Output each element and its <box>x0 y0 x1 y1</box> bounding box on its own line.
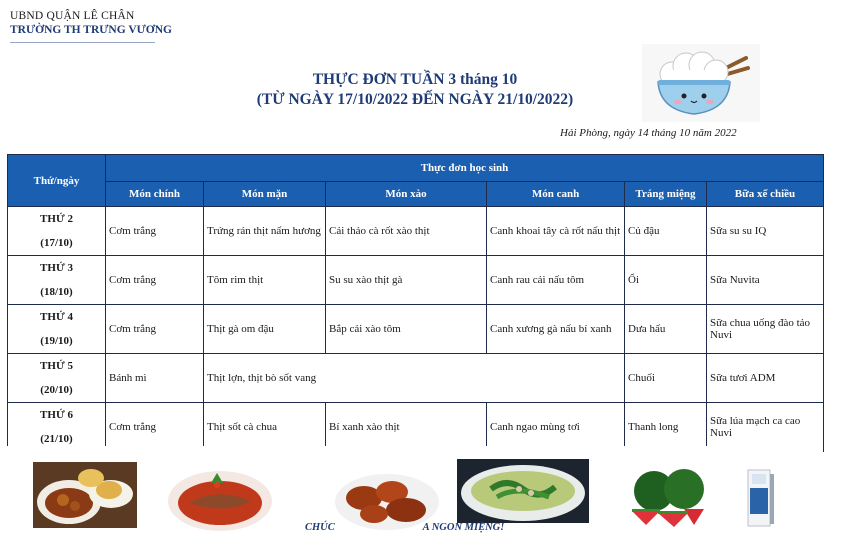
header-divider <box>10 42 155 43</box>
menu-title-block <box>180 71 650 109</box>
col-header-soup: Món canh <box>487 182 625 207</box>
soup-dish-cell: Canh ngao mùng tơi <box>487 403 625 452</box>
col-header-stirfry: Món xào <box>326 182 487 207</box>
dessert-cell: Chuối <box>625 354 707 403</box>
col-header-savory: Món mặn <box>204 182 326 207</box>
slogan-left: CHÚC <box>305 522 335 533</box>
dessert-cell: Thanh long <box>625 403 707 452</box>
soup-dish-cell: Canh rau cải nấu tôm <box>487 256 625 305</box>
dessert-cell: Củ đậu <box>625 207 707 256</box>
day-column-header: Thứ/ngày <box>8 155 106 207</box>
day-cell: THỨ 6 (21/10) <box>8 403 106 452</box>
table-row <box>8 256 824 305</box>
day-cell: THỨ 3 (18/10) <box>8 256 106 305</box>
afternoon-snack-cell: Sữa chua uống đào tảo Nuvi <box>707 305 824 354</box>
table-row <box>8 207 824 256</box>
day-cell: THỨ 4 (19/10) <box>8 305 106 354</box>
savory-dish-cell: Trứng rán thịt nấm hương <box>204 207 326 256</box>
district-name: UBND QUẬN LÊ CHÂN <box>10 10 135 22</box>
table-row <box>8 354 824 403</box>
stirfry-dish-cell: Cải thảo cà rốt xào thịt <box>326 207 487 256</box>
school-name: TRƯỜNG TH TRƯNG VƯƠNG <box>10 24 172 36</box>
col-header-afternoon: Bữa xế chiều <box>707 182 824 207</box>
rice-bowl-icon <box>642 44 760 122</box>
combined-dish-cell: Thịt lợn, thịt bò sốt vang <box>204 354 625 403</box>
savory-dish-cell: Thịt sốt cà chua <box>204 403 326 452</box>
afternoon-snack-cell: Sữa su su IQ <box>707 207 824 256</box>
student-menu-header: Thực đơn học sinh <box>106 155 824 182</box>
stirfry-dish-cell: Su su xào thịt gà <box>326 256 487 305</box>
bread-stew-photo <box>33 462 137 533</box>
slogan-right: A NGON MIỆNG! <box>422 522 505 533</box>
day-cell: THỨ 2 (17/10) <box>8 207 106 256</box>
school-header <box>10 10 172 43</box>
col-header-dessert: Tráng miệng <box>625 182 707 207</box>
main-dish-cell: Cơm trắng <box>106 256 204 305</box>
dessert-cell: Dưa hấu <box>625 305 707 354</box>
menu-title: THỰC ĐƠN TUẦN 3 tháng 10 <box>312 71 518 88</box>
slogan <box>305 522 504 533</box>
watermelon-photo <box>628 467 706 532</box>
vegetable-soup-photo <box>457 459 589 528</box>
milk-carton-photo <box>740 464 780 535</box>
stirfry-dish-cell: Bắp cải xào tôm <box>326 305 487 354</box>
afternoon-snack-cell: Sữa lúa mạch ca cao Nuvi <box>707 403 824 452</box>
table-row <box>8 305 824 354</box>
table-row <box>8 403 824 452</box>
main-dish-cell: Cơm trắng <box>106 207 204 256</box>
dessert-cell: Ổi <box>625 256 707 305</box>
fish-dish-photo <box>167 463 273 538</box>
afternoon-snack-cell: Sữa tươi ADM <box>707 354 824 403</box>
stirfry-dish-cell: Bí xanh xào thịt <box>326 403 487 452</box>
soup-dish-cell: Canh xương gà nấu bí xanh <box>487 305 625 354</box>
savory-dish-cell: Thịt gà om đậu <box>204 305 326 354</box>
savory-dish-cell: Tôm rim thịt <box>204 256 326 305</box>
day-cell: THỨ 5 (20/10) <box>8 354 106 403</box>
menu-date-range: (TỪ NGÀY 17/10/2022 ĐẾN NGÀY 21/10/2022) <box>256 91 574 108</box>
soup-dish-cell: Canh khoai tây cà rốt nấu thịt <box>487 207 625 256</box>
main-dish-cell: Cơm trắng <box>106 403 204 452</box>
col-header-main: Món chính <box>106 182 204 207</box>
table-bottom-cutoff <box>7 446 823 454</box>
issue-date: Hải Phòng, ngày 14 tháng 10 năm 2022 <box>560 127 737 139</box>
weekly-menu-table <box>7 154 824 452</box>
main-dish-cell: Bánh mì <box>106 354 204 403</box>
main-dish-cell: Cơm trắng <box>106 305 204 354</box>
afternoon-snack-cell: Sữa Nuvita <box>707 256 824 305</box>
